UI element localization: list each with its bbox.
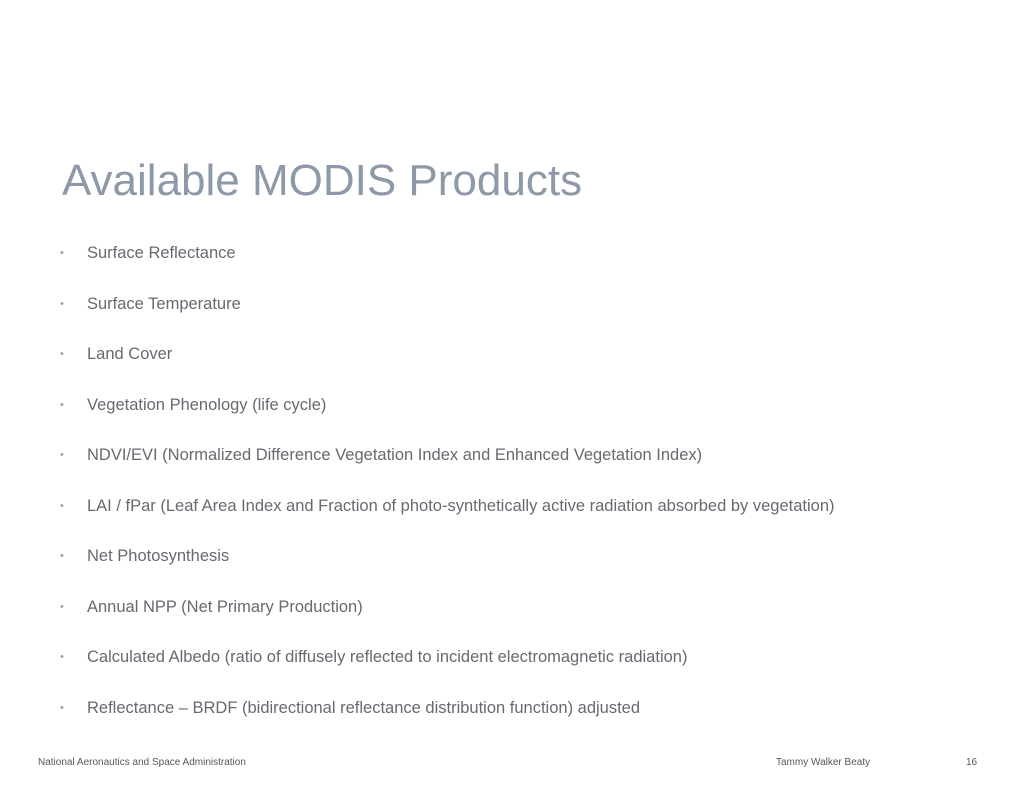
bullet-icon: • (60, 348, 64, 360)
bullet-text: LAI / fPar (Leaf Area Index and Fraction of photo-synthetically active radiation absorbed by vegetation) (87, 496, 835, 515)
bullet-icon: • (60, 247, 64, 259)
page-number: 16 (966, 757, 978, 768)
bullet-text: Calculated Albedo (ratio of diffusely reflected to incident electromagnetic radiation) (87, 648, 688, 666)
bullet-list (60, 241, 835, 746)
bullet-text: Surface Temperature (87, 294, 241, 313)
list-item (60, 696, 835, 747)
list-item (60, 241, 835, 292)
bullet-text: Surface Reflectance (87, 244, 236, 262)
list-item (60, 494, 835, 545)
bullet-text: Vegetation Phenology (life cycle) (87, 395, 327, 414)
bullet-icon: • (60, 499, 64, 512)
bullet-icon: • (60, 701, 64, 714)
bullet-icon: • (60, 550, 64, 562)
bullet-icon: • (60, 600, 64, 613)
bullet-text: Reflectance – BRDF (bidirectional reflectance distribution function) adjusted (87, 698, 641, 717)
footer-organization: National Aeronautics and Space Administration (38, 757, 246, 768)
bullet-text: Net Photosynthesis (87, 547, 230, 565)
list-item (60, 645, 835, 696)
footer-author: Tammy Walker Beaty (776, 757, 871, 768)
list-item (60, 393, 835, 444)
bullet-icon: • (60, 398, 64, 411)
slide-title: Available MODIS Products (62, 156, 583, 205)
list-item (60, 544, 835, 595)
bullet-text: Land Cover (87, 345, 173, 363)
bullet-icon: • (60, 297, 64, 310)
bullet-icon: • (60, 651, 64, 663)
bullet-icon: • (60, 449, 64, 461)
list-item (60, 292, 835, 343)
list-item (60, 342, 835, 393)
list-item (60, 443, 835, 494)
bullet-text: NDVI/EVI (Normalized Difference Vegetation Index and Enhanced Vegetation Index) (87, 446, 703, 464)
bullet-text: Annual NPP (Net Primary Production) (87, 597, 363, 616)
list-item (60, 595, 835, 646)
